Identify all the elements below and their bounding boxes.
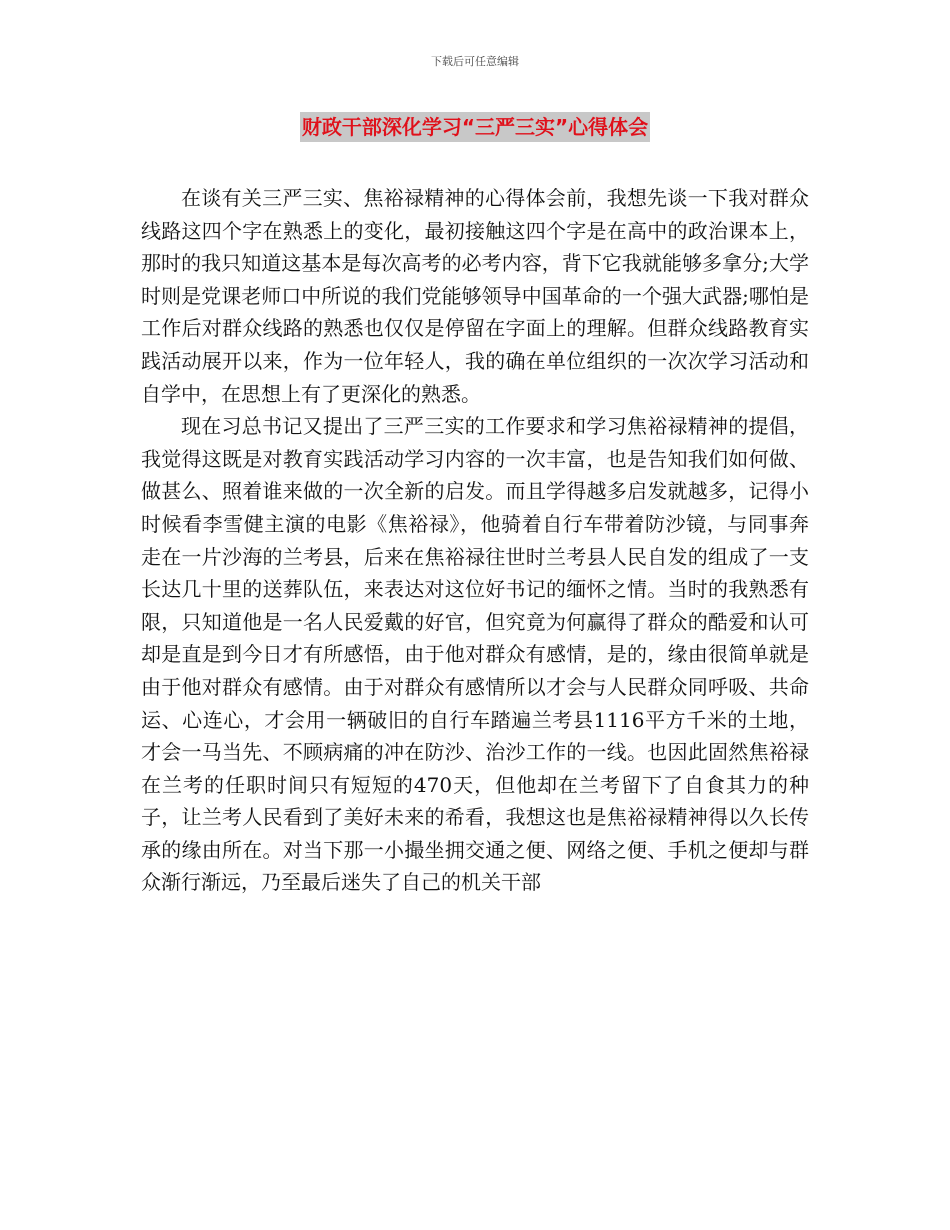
document-title: 财政干部深化学习“三严三实”心得体会 — [300, 112, 650, 142]
title-container — [0, 112, 950, 142]
paragraph-1: 在谈有关三严三实、焦裕禄精神的心得体会前，我想先谈一下我对群众线路这四个字在熟悉上的变化，最初接触这四个字是在高中的政治课本上，那时的我只知道这基本是每次高考的必考内容，背下它我就能够多拿分;大学时则是党课老师口中所说的我们党能够领导中国革命的一个强大武器;哪怕是工作后对群众线路的熟悉也仅仅是停留在字面上的理解。但群众线路教育实践活动展开以来，作为一位年轻人，我的确在单位组织的一次次学习活动和自学中，在思想上有了更深化的熟悉。 — [141, 186, 809, 406]
header-note: 下载后可任意编辑 — [431, 55, 519, 68]
document-body — [141, 182, 809, 899]
paragraph-2: 现在习总书记又提出了三严三实的工作要求和学习焦裕禄精神的提倡，我觉得这既是对教育实践活动学习内容的一次丰富，也是告知我们如何做、做甚么、照着谁来做的一次全新的启发。而且学得越多启发就越多，记得小时候看李雪健主演的电影《焦裕禄》，他骑着自行车带着防沙镜，与同事奔走在一片沙海的兰考县，后来在焦裕禄往世时兰考县人民自发的组成了一支长达几十里的送葬队伍，来表达对这位好书记的缅怀之情。当时的我熟悉有限，只知道他是一名人民爱戴的好官，但究竟为何赢得了群众的酷爱和认可却是直是到今日才有所感悟，由于他对群众有感情，是的，缘由很简单就是由于他对群众有感情。由于对群众有感情所以才会与人民群众同呼吸、共命运、心连心，才会用一辆破旧的自行车踏遍兰考县1116平方千米的土地，才会一马当先、不顾病痛的冲在防沙、治沙工作的一线。也因此固然焦裕禄在兰考的任职时间只有短短的470天，但他却在兰考留下了自食其力的种子，让兰考人民看到了美好未来的希看，我想这也是焦裕禄精神得以久长传承的缘由所在。对当下那一小撮坐拥交通之便、网络之便、手机之便却与群众渐行渐远，乃至最后迷失了自己的机关干部 — [141, 414, 809, 895]
